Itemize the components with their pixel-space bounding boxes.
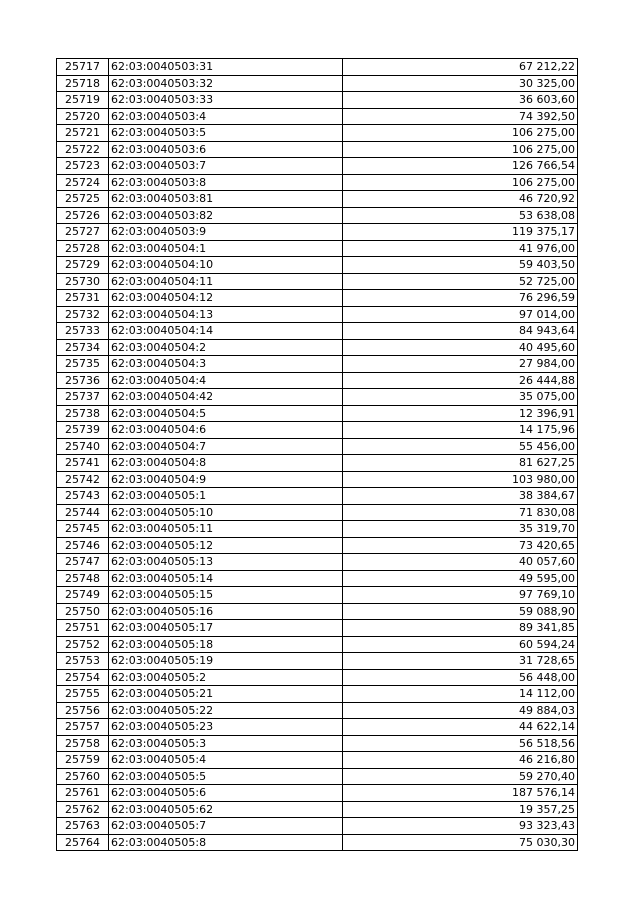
row-number-cell: 25725	[57, 191, 109, 208]
value-cell: 75 030,30	[343, 834, 578, 851]
row-number-cell: 25746	[57, 537, 109, 554]
table-row	[57, 554, 578, 571]
table-row	[57, 158, 578, 175]
row-number-cell: 25720	[57, 108, 109, 125]
cadastral-number-cell: 62:03:0040504:7	[109, 438, 343, 455]
cadastral-number-cell: 62:03:0040503:82	[109, 207, 343, 224]
row-number-cell: 25741	[57, 455, 109, 472]
table-row	[57, 719, 578, 736]
table-row	[57, 603, 578, 620]
value-cell: 89 341,85	[343, 620, 578, 637]
value-cell: 103 980,00	[343, 471, 578, 488]
row-number-cell: 25754	[57, 669, 109, 686]
row-number-cell: 25756	[57, 702, 109, 719]
value-cell: 49 884,03	[343, 702, 578, 719]
cadastral-number-cell: 62:03:0040503:5	[109, 125, 343, 142]
table-row	[57, 620, 578, 637]
cadastral-number-cell: 62:03:0040504:14	[109, 323, 343, 340]
value-cell: 74 392,50	[343, 108, 578, 125]
cadastral-number-cell: 62:03:0040505:2	[109, 669, 343, 686]
table-body	[57, 59, 578, 851]
cadastral-number-cell: 62:03:0040504:1	[109, 240, 343, 257]
table-row	[57, 455, 578, 472]
table-row	[57, 504, 578, 521]
value-cell: 44 622,14	[343, 719, 578, 736]
cadastral-number-cell: 62:03:0040504:8	[109, 455, 343, 472]
row-number-cell: 25763	[57, 818, 109, 835]
value-cell: 119 375,17	[343, 224, 578, 241]
cadastral-number-cell: 62:03:0040505:23	[109, 719, 343, 736]
row-number-cell: 25730	[57, 273, 109, 290]
value-cell: 36 603,60	[343, 92, 578, 109]
value-cell: 73 420,65	[343, 537, 578, 554]
row-number-cell: 25751	[57, 620, 109, 637]
table-row	[57, 752, 578, 769]
table-row	[57, 702, 578, 719]
value-cell: 53 638,08	[343, 207, 578, 224]
cadastral-number-cell: 62:03:0040504:13	[109, 306, 343, 323]
cadastral-number-cell: 62:03:0040503:7	[109, 158, 343, 175]
table-row	[57, 768, 578, 785]
value-cell: 59 403,50	[343, 257, 578, 274]
cadastral-number-cell: 62:03:0040504:2	[109, 339, 343, 356]
row-number-cell: 25734	[57, 339, 109, 356]
table-row	[57, 174, 578, 191]
table-row	[57, 636, 578, 653]
cadastral-number-cell: 62:03:0040505:8	[109, 834, 343, 851]
cadastral-number-cell: 62:03:0040503:4	[109, 108, 343, 125]
cadastral-number-cell: 62:03:0040503:6	[109, 141, 343, 158]
row-number-cell: 25752	[57, 636, 109, 653]
table-row	[57, 405, 578, 422]
cadastral-number-cell: 62:03:0040504:6	[109, 422, 343, 439]
row-number-cell: 25742	[57, 471, 109, 488]
table-row	[57, 834, 578, 851]
cadastral-number-cell: 62:03:0040504:9	[109, 471, 343, 488]
row-number-cell: 25732	[57, 306, 109, 323]
table-row	[57, 735, 578, 752]
row-number-cell: 25749	[57, 587, 109, 604]
value-cell: 126 766,54	[343, 158, 578, 175]
table-row	[57, 389, 578, 406]
value-cell: 46 720,92	[343, 191, 578, 208]
table-row	[57, 92, 578, 109]
cadastral-number-cell: 62:03:0040505:10	[109, 504, 343, 521]
cadastral-number-cell: 62:03:0040503:9	[109, 224, 343, 241]
cadastral-number-cell: 62:03:0040505:16	[109, 603, 343, 620]
row-number-cell: 25721	[57, 125, 109, 142]
row-number-cell: 25761	[57, 785, 109, 802]
row-number-cell: 25726	[57, 207, 109, 224]
value-cell: 106 275,00	[343, 174, 578, 191]
table-row	[57, 438, 578, 455]
cadastral-value-table	[56, 58, 578, 851]
table-row	[57, 141, 578, 158]
value-cell: 106 275,00	[343, 141, 578, 158]
table-row	[57, 224, 578, 241]
table-row	[57, 240, 578, 257]
row-number-cell: 25729	[57, 257, 109, 274]
table-row	[57, 818, 578, 835]
row-number-cell: 25747	[57, 554, 109, 571]
row-number-cell: 25753	[57, 653, 109, 670]
table-row	[57, 785, 578, 802]
value-cell: 19 357,25	[343, 801, 578, 818]
cadastral-number-cell: 62:03:0040505:13	[109, 554, 343, 571]
table-row	[57, 290, 578, 307]
row-number-cell: 25762	[57, 801, 109, 818]
table-row	[57, 59, 578, 76]
cadastral-number-cell: 62:03:0040503:33	[109, 92, 343, 109]
cadastral-number-cell: 62:03:0040505:14	[109, 570, 343, 587]
row-number-cell: 25740	[57, 438, 109, 455]
row-number-cell: 25733	[57, 323, 109, 340]
row-number-cell: 25750	[57, 603, 109, 620]
value-cell: 30 325,00	[343, 75, 578, 92]
value-cell: 71 830,08	[343, 504, 578, 521]
row-number-cell: 25717	[57, 59, 109, 76]
value-cell: 67 212,22	[343, 59, 578, 76]
table-row	[57, 273, 578, 290]
table-row	[57, 207, 578, 224]
table-row	[57, 108, 578, 125]
cadastral-number-cell: 62:03:0040503:81	[109, 191, 343, 208]
value-cell: 49 595,00	[343, 570, 578, 587]
table-row	[57, 570, 578, 587]
cadastral-number-cell: 62:03:0040505:15	[109, 587, 343, 604]
table-row	[57, 537, 578, 554]
cadastral-number-cell: 62:03:0040503:8	[109, 174, 343, 191]
cadastral-number-cell: 62:03:0040504:5	[109, 405, 343, 422]
cadastral-number-cell: 62:03:0040505:19	[109, 653, 343, 670]
cadastral-number-cell: 62:03:0040505:62	[109, 801, 343, 818]
table-row	[57, 521, 578, 538]
cadastral-number-cell: 62:03:0040504:3	[109, 356, 343, 373]
row-number-cell: 25735	[57, 356, 109, 373]
row-number-cell: 25744	[57, 504, 109, 521]
value-cell: 97 769,10	[343, 587, 578, 604]
value-cell: 27 984,00	[343, 356, 578, 373]
table-row	[57, 257, 578, 274]
row-number-cell: 25727	[57, 224, 109, 241]
row-number-cell: 25739	[57, 422, 109, 439]
cadastral-number-cell: 62:03:0040505:22	[109, 702, 343, 719]
value-cell: 40 057,60	[343, 554, 578, 571]
row-number-cell: 25723	[57, 158, 109, 175]
value-cell: 84 943,64	[343, 323, 578, 340]
value-cell: 81 627,25	[343, 455, 578, 472]
row-number-cell: 25755	[57, 686, 109, 703]
cadastral-number-cell: 62:03:0040505:3	[109, 735, 343, 752]
value-cell: 97 014,00	[343, 306, 578, 323]
row-number-cell: 25719	[57, 92, 109, 109]
value-cell: 76 296,59	[343, 290, 578, 307]
row-number-cell: 25737	[57, 389, 109, 406]
cadastral-number-cell: 62:03:0040503:32	[109, 75, 343, 92]
cadastral-number-cell: 62:03:0040505:11	[109, 521, 343, 538]
table-row	[57, 587, 578, 604]
cadastral-number-cell: 62:03:0040505:12	[109, 537, 343, 554]
value-cell: 46 216,80	[343, 752, 578, 769]
row-number-cell: 25736	[57, 372, 109, 389]
value-cell: 59 088,90	[343, 603, 578, 620]
value-cell: 14 112,00	[343, 686, 578, 703]
row-number-cell: 25718	[57, 75, 109, 92]
value-cell: 52 725,00	[343, 273, 578, 290]
cadastral-number-cell: 62:03:0040504:12	[109, 290, 343, 307]
cadastral-number-cell: 62:03:0040505:18	[109, 636, 343, 653]
value-cell: 14 175,96	[343, 422, 578, 439]
cadastral-number-cell: 62:03:0040505:17	[109, 620, 343, 637]
value-cell: 59 270,40	[343, 768, 578, 785]
cadastral-number-cell: 62:03:0040505:5	[109, 768, 343, 785]
value-cell: 187 576,14	[343, 785, 578, 802]
value-cell: 56 448,00	[343, 669, 578, 686]
value-cell: 38 384,67	[343, 488, 578, 505]
row-number-cell: 25724	[57, 174, 109, 191]
value-cell: 31 728,65	[343, 653, 578, 670]
value-cell: 60 594,24	[343, 636, 578, 653]
value-cell: 26 444,88	[343, 372, 578, 389]
value-cell: 41 976,00	[343, 240, 578, 257]
row-number-cell: 25731	[57, 290, 109, 307]
table-row	[57, 339, 578, 356]
cadastral-number-cell: 62:03:0040504:10	[109, 257, 343, 274]
value-cell: 55 456,00	[343, 438, 578, 455]
value-cell: 56 518,56	[343, 735, 578, 752]
value-cell: 106 275,00	[343, 125, 578, 142]
cadastral-number-cell: 62:03:0040504:4	[109, 372, 343, 389]
row-number-cell: 25760	[57, 768, 109, 785]
row-number-cell: 25722	[57, 141, 109, 158]
row-number-cell: 25758	[57, 735, 109, 752]
table-row	[57, 372, 578, 389]
row-number-cell: 25745	[57, 521, 109, 538]
cadastral-number-cell: 62:03:0040505:7	[109, 818, 343, 835]
row-number-cell: 25757	[57, 719, 109, 736]
table-row	[57, 686, 578, 703]
cadastral-number-cell: 62:03:0040504:42	[109, 389, 343, 406]
cadastral-number-cell: 62:03:0040503:31	[109, 59, 343, 76]
cadastral-number-cell: 62:03:0040504:11	[109, 273, 343, 290]
cadastral-number-cell: 62:03:0040505:4	[109, 752, 343, 769]
cadastral-number-cell: 62:03:0040505:6	[109, 785, 343, 802]
row-number-cell: 25743	[57, 488, 109, 505]
value-cell: 12 396,91	[343, 405, 578, 422]
row-number-cell: 25759	[57, 752, 109, 769]
row-number-cell: 25764	[57, 834, 109, 851]
row-number-cell: 25728	[57, 240, 109, 257]
table-row	[57, 471, 578, 488]
cadastral-number-cell: 62:03:0040505:21	[109, 686, 343, 703]
cadastral-number-cell: 62:03:0040505:1	[109, 488, 343, 505]
row-number-cell: 25738	[57, 405, 109, 422]
table-row	[57, 801, 578, 818]
row-number-cell: 25748	[57, 570, 109, 587]
table-row	[57, 669, 578, 686]
table-row	[57, 422, 578, 439]
table-row	[57, 653, 578, 670]
value-cell: 35 319,70	[343, 521, 578, 538]
value-cell: 40 495,60	[343, 339, 578, 356]
value-cell: 35 075,00	[343, 389, 578, 406]
table-row	[57, 488, 578, 505]
table-row	[57, 356, 578, 373]
table-row	[57, 75, 578, 92]
table-row	[57, 191, 578, 208]
table-row	[57, 306, 578, 323]
table-row	[57, 125, 578, 142]
value-cell: 93 323,43	[343, 818, 578, 835]
table-row	[57, 323, 578, 340]
